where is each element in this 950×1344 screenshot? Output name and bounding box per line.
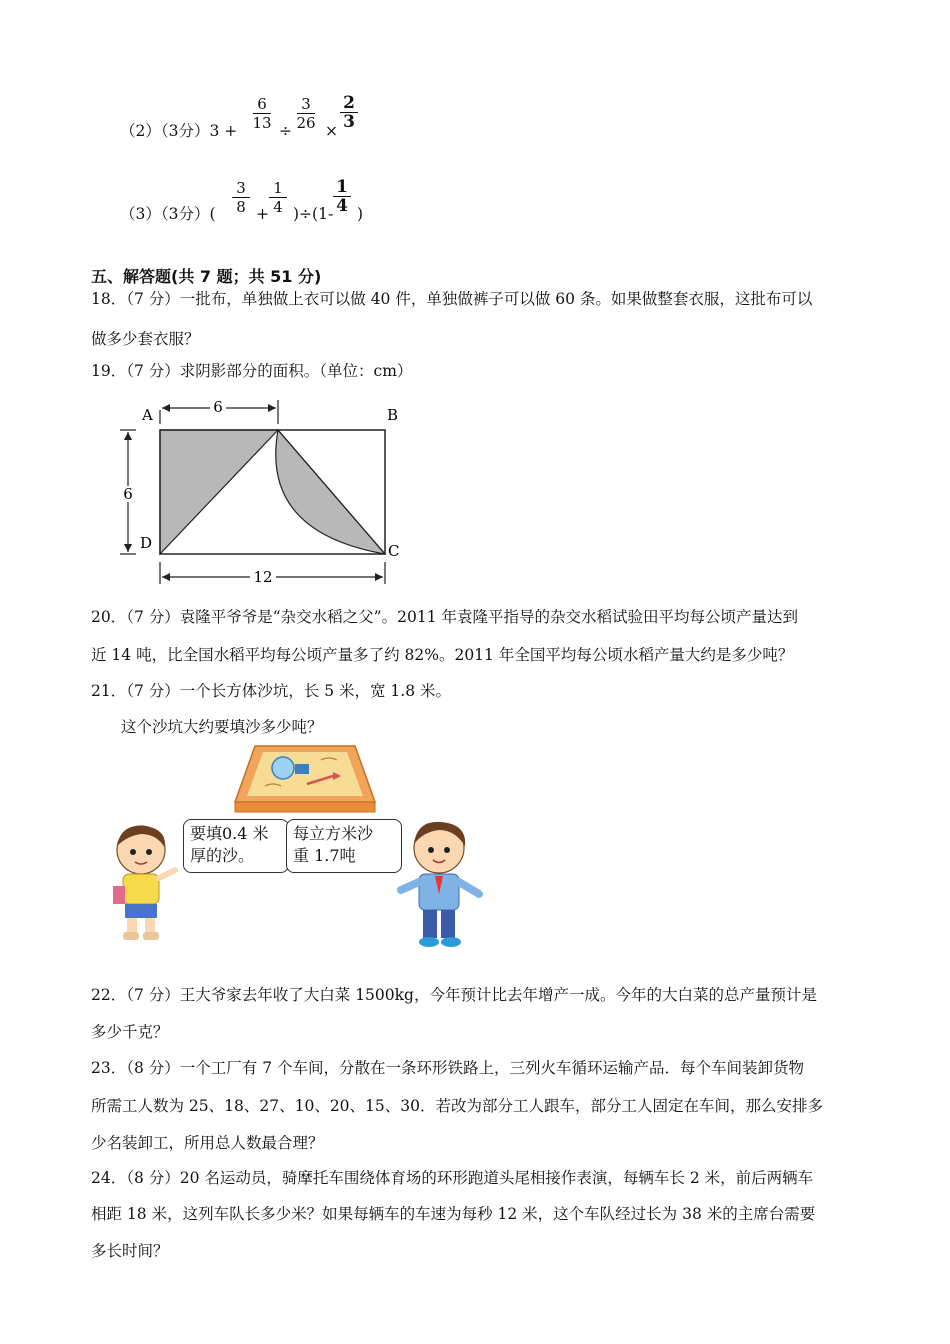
denominator: 13 xyxy=(252,114,272,132)
calc-q3-fraction-2 xyxy=(267,179,289,216)
numerator: 2 xyxy=(343,93,355,113)
q24-line-2: 相距 18 米，这列车队长多少米？如果每辆车的车速为每秒 12 米，这个车队经过长为 38 米的主席台需要 xyxy=(91,1205,816,1223)
shaded-area-figure xyxy=(110,392,420,592)
numerator: 6 xyxy=(257,95,267,113)
left-dimension-label: 6 xyxy=(123,485,133,503)
calc-q2-fraction-2 xyxy=(295,95,317,132)
q20-line-1: 20．（7 分）袁隆平爷爷是“杂交水稻之父”。2011 年袁隆平指导的杂交水稻试验田平均每公顷产量达到 xyxy=(91,608,798,626)
vertex-b-label: B xyxy=(387,406,399,424)
numerator: 3 xyxy=(236,179,246,197)
calc-q2-op1: ÷ xyxy=(279,122,292,140)
q22-line-1: 22．（7 分）王大爷家去年收了大白菜 1500kg，今年预计比去年增产一成。今年的大白菜的总产量预计是 xyxy=(91,986,817,1004)
q23-line-2: 所需工人数为 25、18、27、10、20、15、30．若改为部分工人跟车，部分工人固定在车间，那么安排多 xyxy=(91,1097,823,1115)
numerator: 3 xyxy=(301,95,311,113)
vertex-d-label: D xyxy=(140,534,153,552)
calc-q2-op2: × xyxy=(325,122,338,140)
speech-bubble-right xyxy=(286,819,402,873)
speech-bubble-left xyxy=(183,819,289,873)
denominator: 3 xyxy=(343,112,355,132)
numerator: 1 xyxy=(336,177,348,197)
q20-line-2: 近 14 吨，比全国水稻平均每公顷产量多了约 82%。2011 年全国平均每公顷水稻产量大约是多少吨？ xyxy=(91,646,794,664)
calc-q3-mid: )÷(1- xyxy=(293,205,334,223)
speech-bubble-left-line-2: 厚的沙。 xyxy=(190,846,255,865)
vertex-c-label: C xyxy=(388,542,400,560)
calc-q2-fraction-3 xyxy=(338,94,360,131)
calc-q3-fraction-3 xyxy=(331,178,353,215)
calc-q2-label: （2）（3分）3 + xyxy=(120,122,238,140)
q18-line-2: 做多少套衣服？ xyxy=(91,330,200,348)
numerator: 1 xyxy=(273,179,283,197)
q22-line-2: 多少千克？ xyxy=(91,1023,169,1041)
shaded-triangle xyxy=(160,430,278,554)
q21-line-2: 这个沙坑大约要填沙多少吨？ xyxy=(121,718,323,736)
bottom-dimension-label: 12 xyxy=(253,568,273,586)
q23-line-1: 23．（8 分）一个工厂有 7 个车间，分散在一条环形铁路上，三列火车循环运输产品．每个车间装卸货物 xyxy=(91,1059,804,1077)
boy-right-illustration xyxy=(395,818,487,950)
calc-q2-fraction-1 xyxy=(251,95,273,132)
boy-left-illustration xyxy=(105,822,185,946)
sandbox-illustration xyxy=(225,742,385,816)
denominator: 26 xyxy=(296,114,316,132)
denominator: 4 xyxy=(273,198,283,216)
denominator: 4 xyxy=(336,196,348,216)
q18-line-1: 18．（7 分）一批布，单独做上衣可以做 40 件，单独做裤子可以做 60 条。如果做整套衣服，这批布可以 xyxy=(91,290,813,308)
calc-q3-label: （3）（3分）( xyxy=(120,205,216,223)
top-dimension-label: 6 xyxy=(213,398,223,416)
calc-q3-close: ) xyxy=(357,205,364,223)
vertex-a-label: A xyxy=(142,406,153,424)
calc-q3-op1: + xyxy=(256,205,269,223)
calc-q3-fraction-1 xyxy=(230,179,252,216)
speech-bubble-right-line-2: 重 1.7吨 xyxy=(293,846,356,865)
section-title: 五、解答题(共 7 题；共 51 分) xyxy=(91,267,322,286)
q23-line-3: 少名装卸工，所用总人数最合理？ xyxy=(91,1134,324,1152)
q24-line-3: 多长时间？ xyxy=(91,1242,169,1260)
speech-bubble-left-line-1: 要填0.4 米 xyxy=(190,824,269,843)
q24-line-1: 24．（8 分）20 名运动员，骑摩托车围绕体育场的环形跑道头尾相接作表演，每辆车长 2 米，前后两辆车 xyxy=(91,1169,814,1187)
q21-line-1: 21．（7 分）一个长方体沙坑，长 5 米，宽 1.8 米。 xyxy=(91,682,451,700)
q19-line-1: 19．（7 分）求阴影部分的面积。（单位：cm） xyxy=(91,362,413,380)
denominator: 8 xyxy=(236,198,246,216)
speech-bubble-right-line-1: 每立方米沙 xyxy=(293,824,374,843)
